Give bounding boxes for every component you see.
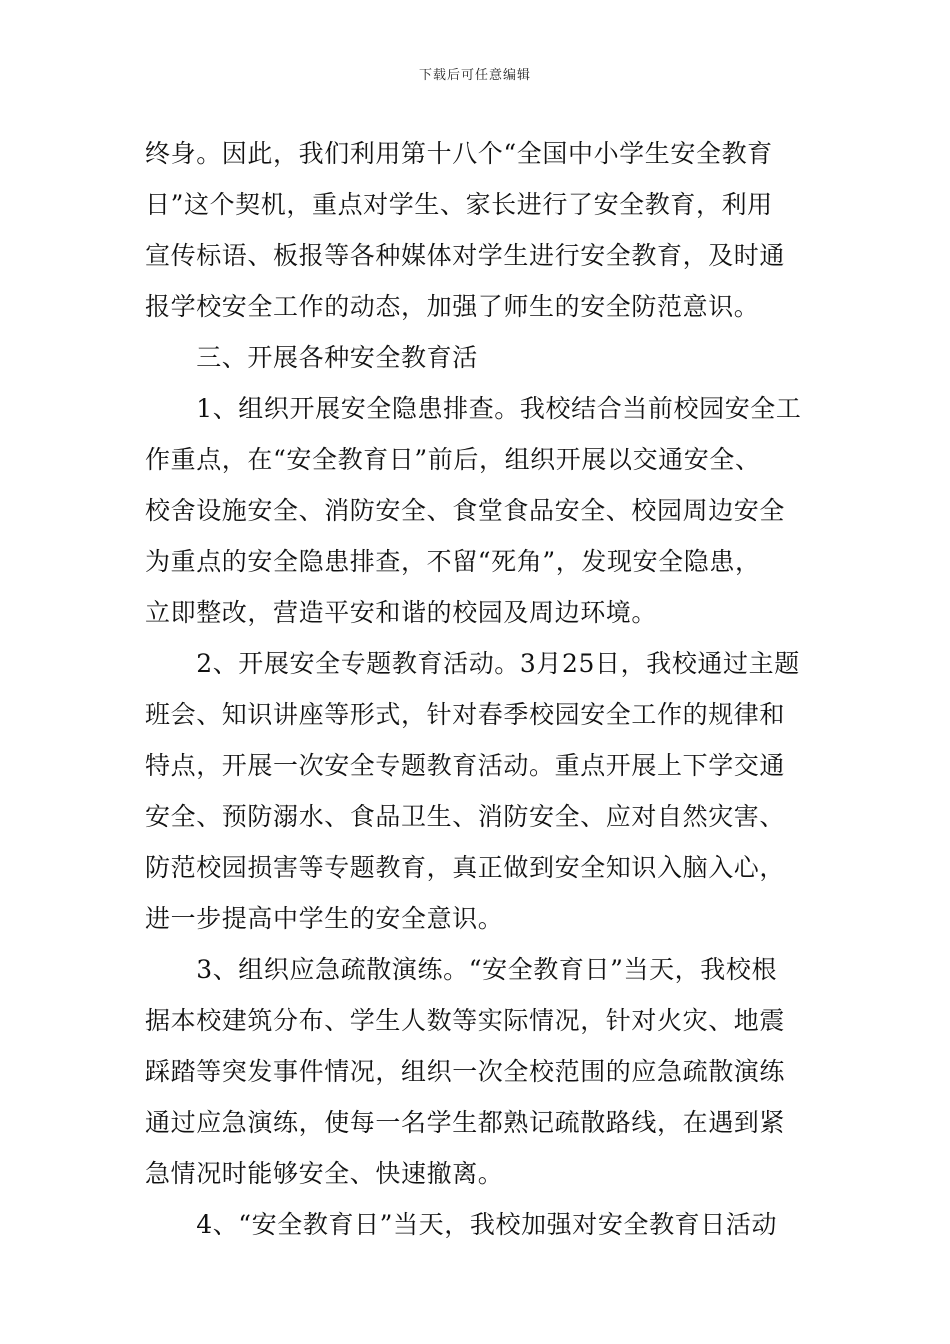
page-header: 下载后可任意编辑 [418, 68, 531, 83]
section-heading: 三、开展各种安全教育活 [145, 343, 478, 372]
text-line: 通过应急演练，使每一名学生都熟记疏散路线，在遇到紧 [145, 1108, 786, 1137]
text-line: 立即整改，营造平安和谐的校园及周边环境。 [145, 598, 658, 627]
text-line: 急情况时能够安全、快速撤离。 [145, 1159, 504, 1188]
text-line: 防范校园损害等专题教育，真正做到安全知识入脑入心， [145, 853, 786, 882]
text-line: 2、开展安全专题教育活动。3月25日，我校通过主题 [145, 649, 800, 678]
text-line: 据本校建筑分布、学生人数等实际情况，针对火灾、地震 [145, 1006, 786, 1035]
text-line: 安全、预防溺水、食品卫生、消防安全、应对自然灾害、 [145, 802, 786, 831]
text-line: 作重点，在“安全教育日”前后，组织开展以交通安全、 [145, 445, 761, 474]
text-line: 宣传标语、板报等各种媒体对学生进行安全教育，及时通 [145, 241, 786, 270]
text-line: 1、组织开展安全隐患排查。我校结合当前校园安全工 [145, 394, 802, 423]
text-line: 进一步提高中学生的安全意识。 [145, 904, 504, 933]
text-line: 特点，开展一次安全专题教育活动。重点开展上下学交通 [145, 751, 786, 780]
text-line: 班会、知识讲座等形式，针对春季校园安全工作的规律和 [145, 700, 786, 729]
text-line: 为重点的安全隐患排查，不留“死角”，发现安全隐患， [145, 547, 761, 576]
document-body [145, 128, 810, 1250]
text-line: 校舍设施安全、消防安全、食堂食品安全、校园周边安全 [145, 496, 786, 525]
text-line: 踩踏等突发事件情况，组织一次全校范围的应急疏散演练 [145, 1057, 786, 1086]
text-line: 终身。因此，我们利用第十八个“全国中小学生安全教育 [145, 139, 773, 168]
text-line: 日”这个契机，重点对学生、家长进行了安全教育，利用 [145, 190, 773, 219]
text-line: 3、组织应急疏散演练。“安全教育日”当天，我校根 [145, 955, 778, 984]
text-line: 报学校安全工作的动态，加强了师生的安全防范意识。 [145, 292, 760, 321]
text-line: 4、“安全教育日”当天，我校加强对安全教育日活动 [145, 1210, 778, 1239]
